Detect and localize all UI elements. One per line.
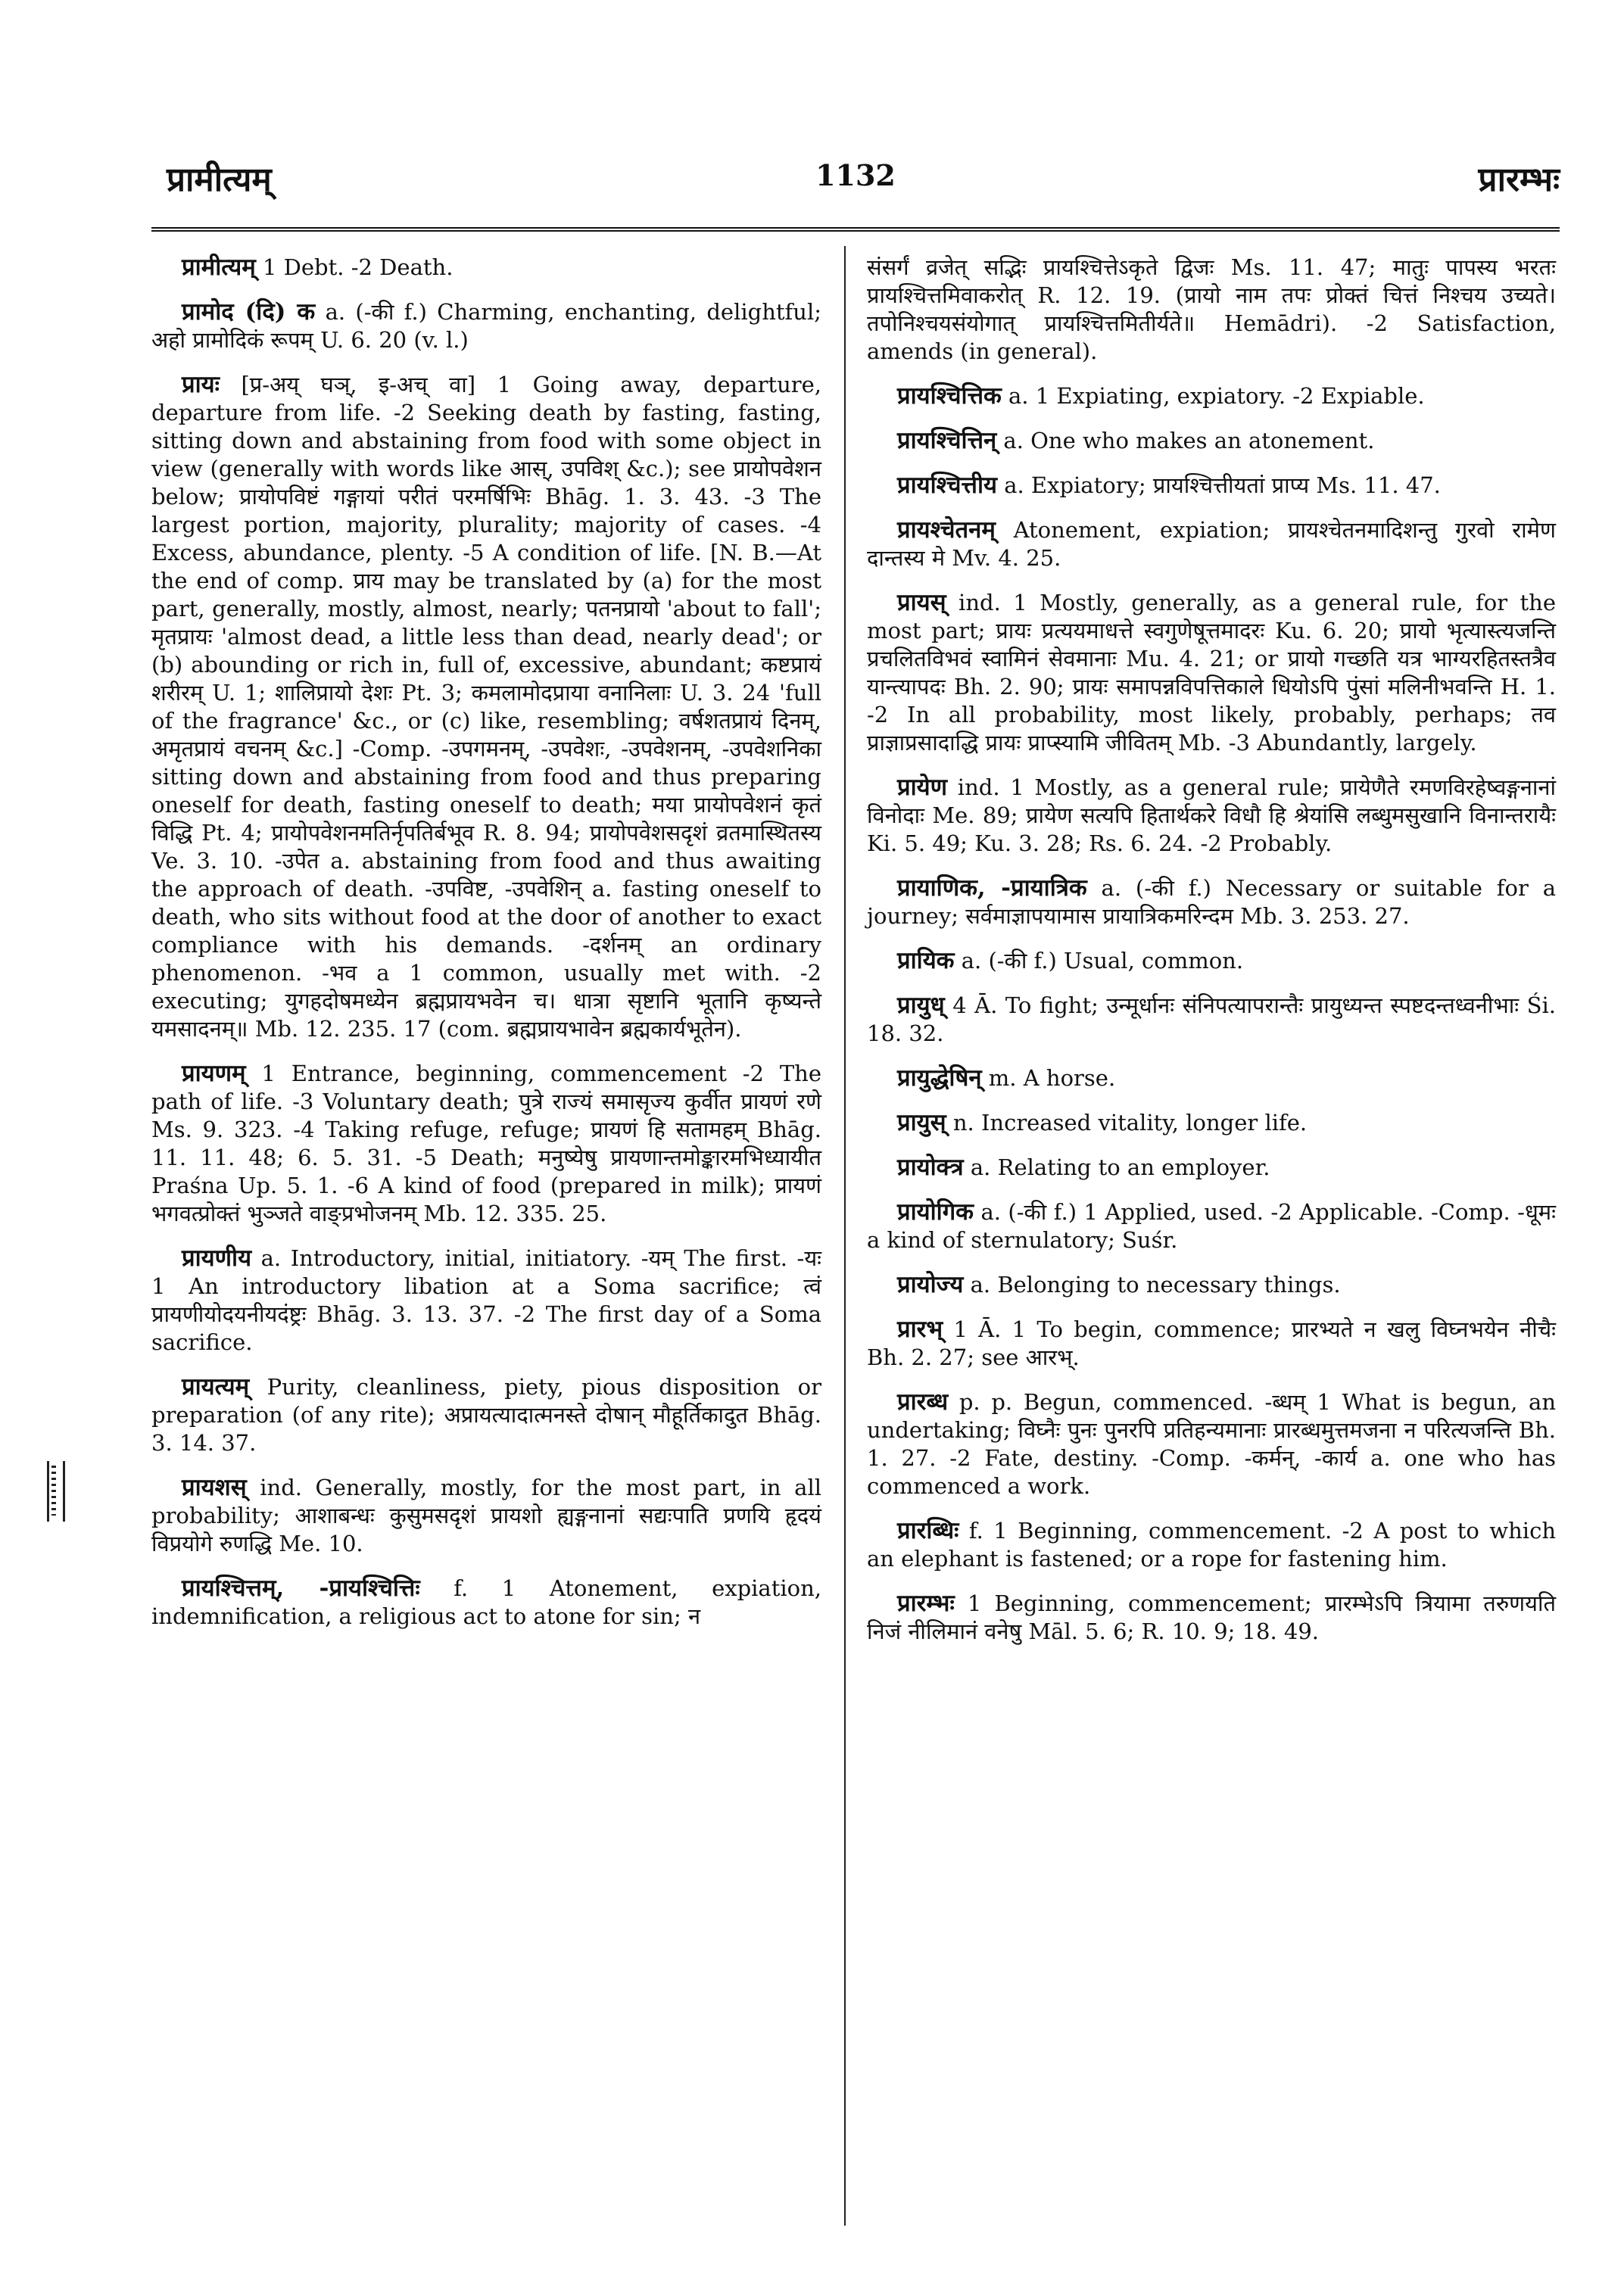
entry-headword: प्रायोगिक <box>897 1198 974 1226</box>
entry-definition: f. 1 Beginning, commencement. -2 A post to which an elephant is fastened; or a rope for fastening him. <box>867 1518 1556 1572</box>
dictionary-entry <box>867 1388 1556 1500</box>
entry-headword: प्रायः <box>182 371 220 398</box>
dictionary-entry <box>867 1590 1556 1646</box>
entry-headword: प्रारब्धिः <box>897 1517 959 1544</box>
entry-headword: प्रामीत्यम् <box>182 254 256 281</box>
entry-definition: p. p. Begun, commenced. -ब्धम् 1 What is begun, an undertaking; विघ्नैः पुनः पुनरपि प्रतिहन्यमानाः प्रारब्धमुत्तमजना न परित्यजन्ति Bh. 1. 27. -2 Fate, destiny. -Comp. -कर्मन्, -कार्य a. one who has commenced a work. <box>867 1389 1557 1499</box>
entry-headword: प्रायिक <box>897 947 955 974</box>
entry-definition: a. 1 Expiating, expiatory. -2 Expiable. <box>1008 383 1425 409</box>
entry-headword: प्रायस् <box>897 589 946 616</box>
dictionary-entry <box>867 992 1556 1048</box>
entry-definition: 1 Ā. 1 To begin, commence; प्रारभ्यते न खलु विघ्नभयेन नीचैः Bh. 2. 27; see आरभ्. <box>867 1316 1557 1370</box>
dictionary-entry <box>151 254 821 282</box>
right-column <box>867 254 1556 1662</box>
entry-definition: a. (-की f.) 1 Applied, used. -2 Applicable. -Comp. -धूमः a kind of sternulatory; Suśr. <box>867 1199 1556 1253</box>
dictionary-entry <box>151 1575 821 1631</box>
dictionary-entry <box>867 947 1556 975</box>
entry-definition: संसर्गं व्रजेत् सद्भिः प्रायश्चित्तेऽकृते द्विजः Ms. 11. 47; मातुः पापस्य भरतः प्रायश्चित्तमिवाकरोत् R. 12. 19. (प्रायो नाम तपः प्रोक्तं चित्तं निश्चय उच्यते। तपोनिश्चयसंयोगात् प्रायश्चित्तमितीर्यते॥ Hemādri). -2 Satisfaction, amends (in general). <box>867 254 1556 364</box>
entry-definition: a. Expiatory; प्रायश्चित्तीयतां प्राप्य Ms. 11. 47. <box>1004 472 1441 498</box>
dictionary-entry <box>867 516 1556 572</box>
entry-headword: प्रायश्चित्तम्, -प्रायश्चित्तिः <box>182 1575 420 1602</box>
entry-definition: a. (-की f.) Charming, enchanting, delightful; अहो प्रामोदिकं रूपम् U. 6. 20 (v. l.) <box>151 299 821 353</box>
entry-definition: a. One who makes an atonement. <box>1003 428 1375 453</box>
header-left-guide-word: प्रामीत्यम् <box>167 160 272 199</box>
entry-definition: 1 Debt. -2 Death. <box>262 254 454 280</box>
dictionary-entry <box>867 382 1556 410</box>
dictionary-entry <box>867 1316 1556 1372</box>
entry-definition: m. A horse. <box>988 1065 1116 1091</box>
entry-definition: 4 Ā. To fight; उन्मूर्धानः संनिपत्यापरान्तैः प्रायुध्यन्त स्पष्टदन्तध्वनीभाः Śi. 18. 32. <box>867 992 1557 1046</box>
dictionary-entry <box>151 1373 821 1457</box>
entry-headword: प्रारभ् <box>897 1316 943 1343</box>
header-rule <box>151 227 1560 232</box>
entry-headword: प्रायोज्य <box>897 1271 964 1298</box>
entry-headword: प्रारम्भः <box>897 1590 955 1617</box>
entry-headword: प्रायोक्त्र <box>897 1154 964 1181</box>
entry-definition: a. (-की f.) Usual, common. <box>961 948 1244 974</box>
entry-definition: ind. 1 Mostly, as a general rule; प्रायेणैते रमणविरहेष्वङ्गनानां विनोदाः Me. 89; प्रायेण सत्यपि हितार्थकरे विधौ हि श्रेयांसि लब्धुमसुखानि विनान्तरायैः Ki. 5. 49; Ku. 3. 28; Rs. 6. 24. -2 Probably. <box>867 774 1556 856</box>
page-number: 1132 <box>815 158 896 192</box>
entry-headword: प्रायाणिक, -प्रायात्रिक <box>897 874 1087 902</box>
header-right-guide-word: प्रारम्भः <box>1478 160 1560 199</box>
entry-headword: प्रायश्चेतनम् <box>897 516 996 544</box>
dictionary-entry <box>867 1154 1556 1182</box>
entry-headword: प्रायश्चित्तीय <box>897 472 997 499</box>
entry-headword: प्रायत्यम् <box>182 1373 250 1400</box>
entry-definition: [प्र-अय् घञ्, इ-अच् वा] 1 Going away, departure, departure from life. -2 Seeking death by fasting, fasting, sitting down and abstaining from food with some object in view (generally with words like आस्, उपविश् &c.); see प्रायोपवेशन below; प्रायोपविष्टं गङ्गायां परीतं परमर्षिभिः Bhāg. 1. 3. 43. -3 The largest portion, majority, plurality; majority of cases. -4 Excess, abundance, plenty. -5 A condition of life. [N. B.—At the end of comp. प्राय may be translated by (a) for the most part, generally, mostly, almost, nearly; पतनप्रायो 'about to fall'; मृतप्रायः 'almost dead, a little less than dead, nearly dead'; or (b) abounding or rich in, full of, excessive, abundant; कष्टप्रायं शरीरम् U. 1; शालिप्रायो देशः Pt. 3; कमलामोदप्राया वनानिलाः U. 3. 24 'full of the fragrance' &c., or (c) like, resembling; वर्षशतप्रायं दिनम्, अमृतप्रायं वचनम् &c.] -Comp. -उपगमनम्, -उपवेशः, -उपवेशनम्, -उपवेशनिका sitting down and abstaining from food and thus preparing oneself for death, fasting oneself to death; मया प्रायोपवेशनं कृतं विद्धि Pt. 4; प्रायोपवेशनमतिर्नृपतिर्बभूव R. 8. 94; प्रायोपवेशसदृशं व्रतमास्थितस्य Ve. 3. 10. -उपेत a. abstaining from food and thus awaiting the approach of death. -उपविष्ट, -उपवेशिन् a. fasting oneself to death, who sits without food at the door of another to exact compliance with his demands. -दर्शनम् an ordinary phenomenon. -भव a 1 common, usually met with. -2 executing; युगहदोषमध्येन ब्रह्मप्रायभवेन च। धात्रा सृष्टानि भूतानि कृष्यन्ते यमसादनम्॥ Mb. 12. 235. 17 (com. ब्रह्मप्रायभावेन ब्रह्मकार्यभूतेन). <box>151 372 822 1042</box>
entry-headword: प्रायश्चित्तिन् <box>897 427 997 454</box>
entry-headword: प्रारब्ध <box>897 1388 949 1416</box>
entry-headword: प्रायशस् <box>182 1474 247 1501</box>
entry-headword: प्रायश्चित्तिक <box>897 382 1002 410</box>
entry-headword: प्रायणम् <box>182 1060 246 1087</box>
entry-headword: प्रायणीय <box>182 1245 252 1272</box>
page-header <box>151 155 1560 208</box>
entry-headword: प्रायुध् <box>897 992 945 1019</box>
entry-definition: ind. Generally, mostly, for the most part, in all probability; आशाबन्धः कुसुमसदृशं प्रायशो ह्यङ्गनानां सद्यःपाति प्रणयि हृदयं विप्रयोगे रुणद्धि Me. 10. <box>151 1475 822 1556</box>
dictionary-entry <box>867 1064 1556 1092</box>
dictionary-entry <box>867 774 1556 858</box>
entry-definition: n. Increased vitality, longer life. <box>952 1110 1308 1136</box>
entry-headword: प्रायुस् <box>897 1109 946 1136</box>
dictionary-entry <box>151 371 821 1043</box>
entry-definition: a. Introductory, initial, initiatory. -यम् The first. -यः 1 An introductory libation at a Soma sacrifice; त्वं प्रायणीयोदयनीयदंष्ट्रः Bhāg. 3. 13. 37. -2 The first day of a Soma sacrifice. <box>151 1245 822 1355</box>
dictionary-entry <box>867 254 1556 366</box>
dictionary-entry <box>867 1517 1556 1573</box>
margin-mark <box>47 1461 65 1522</box>
dictionary-entry <box>151 1474 821 1558</box>
entry-definition: ind. 1 Mostly, generally, as a general rule, for the most part; प्रायः प्रत्ययमाधत्ते स्वगुणेषूत्तमादरः Ku. 6. 20; प्रायो भृत्यास्त्यजन्ति प्रचलितविभवं स्वामिनं सेवमानाः Mu. 4. 21; or प्रायो गच्छति यत्र भाग्यरहितस्तत्रैव यान्त्यापदः Bh. 2. 90; प्रायः समापन्नविपत्तिकाले धियोऽपि पुंसां मलिनीभवन्ति H. 1. -2 In all probability, most likely, probably, perhaps; तव प्राज्ञाप्रसादाद्धि प्रायः प्राप्स्यामि जीवितम् Mb. -3 Abundantly, largely. <box>867 590 1556 756</box>
dictionary-entry <box>867 472 1556 500</box>
entry-headword: प्रायुद्धेषिन् <box>897 1064 982 1092</box>
dictionary-entry <box>867 874 1556 930</box>
entry-definition: a. Relating to an employer. <box>970 1154 1270 1180</box>
entry-definition: 1 Entrance, beginning, commencement -2 The path of life. -3 Voluntary death; पुत्रे राज्यं समासृज्य कुर्वीत प्रायणं रणे Ms. 9. 323. -4 Taking refuge, refuge; प्रायणं हि सतामहम् Bhāg. 11. 11. 48; 6. 5. 31. -5 Death; मनुष्येषु प्रायणान्तमोङ्कारमभिध्यायीत Praśna Up. 5. 1. -6 A kind of food (prepared in milk); प्रायणं भगवत्प्रोक्तं भुञ्जते वाङ्प्रभोजनम् Mb. 12. 335. 25. <box>151 1061 821 1226</box>
dictionary-entry <box>867 427 1556 455</box>
dictionary-entry <box>867 589 1556 757</box>
entry-definition: 1 Beginning, commencement; प्रारम्भेऽपि त्रियामा तरुणयति निजं नीलिमानं वनेषु Māl. 5. 6; R. 10. 9; 18. 49. <box>867 1590 1556 1644</box>
entry-headword: प्रायेण <box>897 774 948 801</box>
entry-definition: Purity, cleanliness, piety, pious disposition or preparation (of any rite); अप्रायत्यादात्मनस्ते दोषान् मौहूर्तिकादुत Bhāg. 3. 14. 37. <box>151 1374 821 1456</box>
entry-definition: f. 1 Atonement, expiation, indemnification, a religious act to atone for sin; न <box>151 1575 821 1629</box>
dictionary-entry <box>867 1109 1556 1137</box>
entry-definition: a. Belonging to necessary things. <box>970 1272 1341 1298</box>
entry-definition: a. (-की f.) Necessary or suitable for a journey; सर्वमाज्ञापयामास प्रायात्रिकमरिन्दम Mb. 3. 253. 27. <box>867 875 1556 929</box>
dictionary-entry <box>867 1271 1556 1299</box>
dictionary-entry <box>151 1060 821 1228</box>
left-column <box>151 254 821 1647</box>
dictionary-entry <box>867 1198 1556 1254</box>
entry-definition: Atonement, expiation; प्रायश्चेतनमादिशन्तु गुरवो रामेण दान्तस्य मे Mv. 4. 25. <box>867 517 1556 571</box>
dictionary-entry <box>151 1245 821 1357</box>
entry-headword: प्रामोद (दि) क <box>182 298 316 326</box>
column-divider <box>844 246 846 2226</box>
dictionary-entry <box>151 298 821 354</box>
